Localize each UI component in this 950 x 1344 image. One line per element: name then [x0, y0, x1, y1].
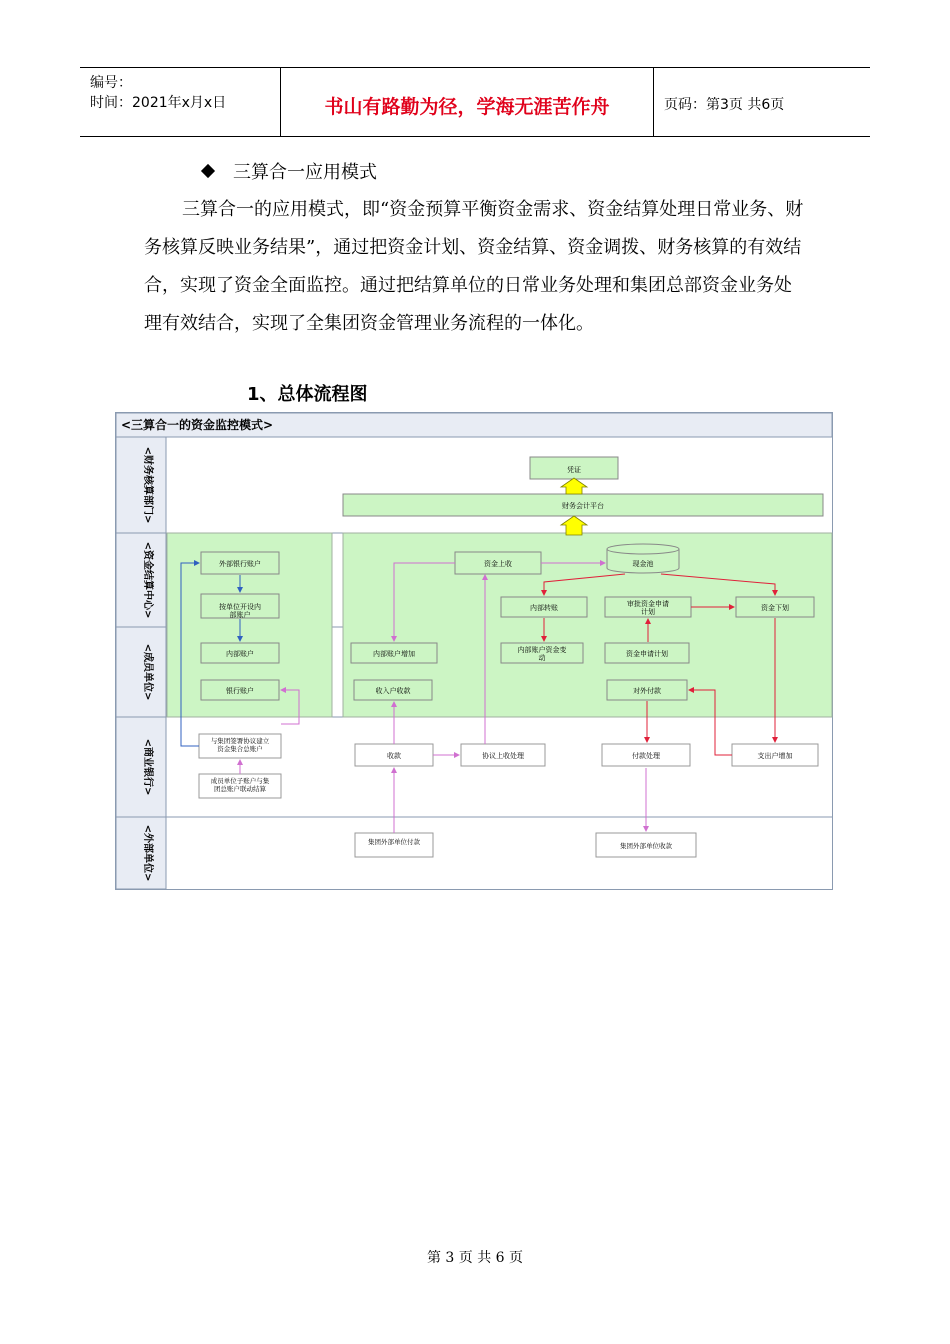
expense-increase-label: 支出户增加	[757, 752, 793, 760]
diagram-label-line: 动	[538, 654, 546, 662]
bullet-heading	[203, 158, 377, 184]
lane-label-settlement-center: <资金结算中心>	[142, 541, 153, 619]
diagram-label-line: 计划	[641, 608, 655, 616]
diagram-label-line: 按单位开设内	[219, 603, 261, 611]
voucher-label: 凭证	[567, 466, 581, 474]
page-label: 页码：第3页 共6页	[664, 97, 785, 113]
lane-label-member-unit: <成员单位>	[142, 643, 153, 701]
apply-plan-label: 资金申请计划	[626, 650, 668, 658]
external-payment-label: 对外付款	[633, 687, 661, 695]
ext-pay-label: 集团外部单位付款	[368, 838, 420, 846]
ext-receive-label: 集团外部单位收款	[620, 842, 672, 850]
fund-collect-label: 资金上收	[484, 560, 512, 568]
agreement-process-label: 协议上收处理	[482, 752, 524, 760]
document-header	[80, 67, 870, 137]
lane-label-commercial-bank: <商业银行>	[142, 738, 153, 796]
motto: 书山有路勤为径，学海无涯苦作舟	[324, 96, 610, 118]
diagram-label-line: 团总账户联动结算	[214, 785, 266, 793]
bank-account-label: 银行账户	[226, 687, 254, 695]
diagram-label-line: 内部账户资金变	[517, 646, 567, 654]
diagram-label-line: 资金集合总账户	[217, 745, 263, 753]
platform-label: 财务会计平台	[562, 502, 604, 510]
diagram-label-line: 部账户	[229, 611, 251, 619]
cash-pool-node	[607, 544, 679, 573]
collection-label: 收款	[387, 752, 401, 760]
fund-allocate-label: 资金下划	[761, 604, 789, 612]
diamond-bullet-icon	[201, 164, 215, 178]
flow-diagram	[115, 412, 833, 890]
header-motto-cell	[281, 68, 654, 136]
ext-bank-account-label: 外部银行账户	[219, 560, 261, 568]
internal-account-label: 内部账户	[226, 650, 254, 658]
receive-account-label: 收入户收款	[375, 687, 411, 695]
internal-transfer-label: 内部转账	[530, 604, 558, 612]
page-footer: 第 3 页 共 6 页	[426, 1250, 524, 1266]
cash-pool-label: 现金池	[632, 560, 654, 568]
lane-header-column	[116, 437, 166, 889]
diagram-label-line: 审批资金申请	[627, 600, 669, 608]
diagram-label-line: 成员单位子账户与集	[210, 777, 270, 785]
section-title: 1、总体流程图	[247, 384, 368, 405]
diagram-label-line: 与集团签署协议建立	[210, 737, 270, 745]
lane-label-external-unit: <外部单位>	[142, 824, 153, 882]
body-paragraph: 三算合一的应用模式，即“资金预算平衡资金需求、资金结算处理日常业务、财务核算反映业务结果”，通过把资金计划、资金结算、资金调拨、财务核算的有效结合，实现了资金全面监控。通过把结算单位的日常业务处理和集团总部资金业务处理有效结合，实现了全集团资金管理业务流程的一体化。	[144, 199, 804, 334]
sign-agreement-label	[211, 736, 270, 753]
header-meta-cell	[80, 68, 281, 136]
number-label: 编号：	[90, 75, 132, 91]
bullet-title: 三算合一应用模式	[233, 162, 377, 183]
diagram-title: <三算合一的资金监控模式>	[121, 418, 274, 432]
linkage-label	[211, 776, 270, 793]
payment-process-label: 付款处理	[632, 752, 660, 760]
time-label: 时间：2021年x月x日	[90, 95, 227, 111]
lane-label-finance: <财务核算部门>	[142, 446, 153, 524]
internal-increase-label: 内部账户增加	[373, 650, 415, 658]
header-page-cell	[654, 68, 870, 136]
